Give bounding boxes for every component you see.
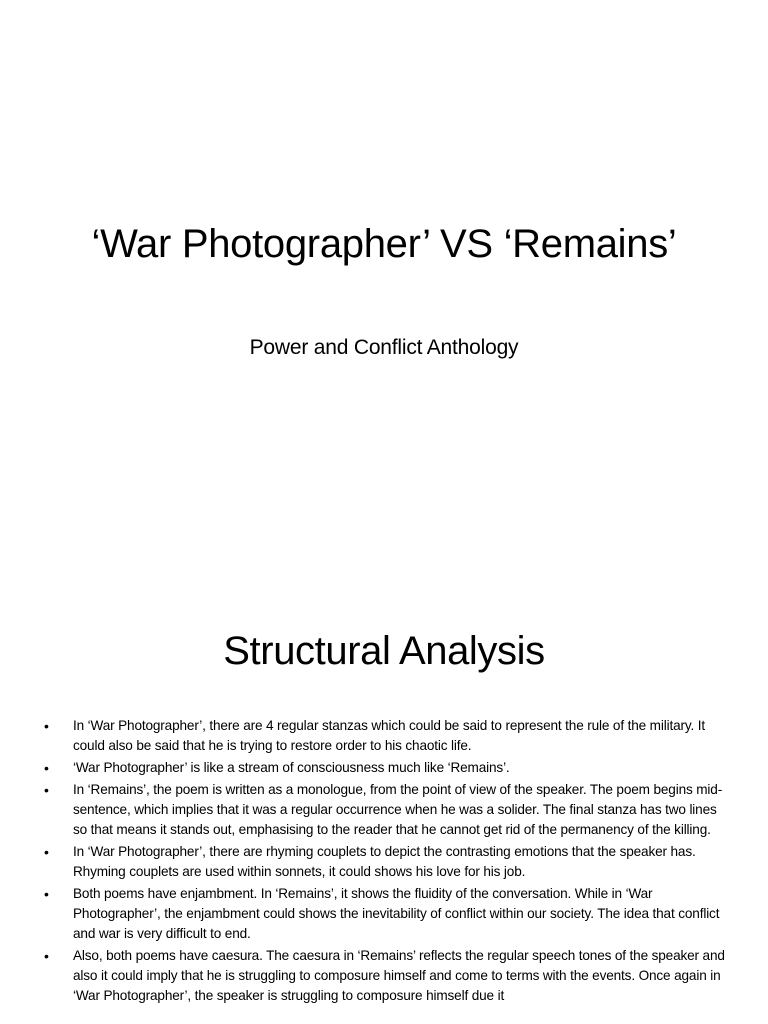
bullet-text: ‘War Photographer’ is like a stream of consciousness much like ‘Remains’. bbox=[73, 760, 510, 775]
slide-title: ‘War Photographer’ VS ‘Remains’ bbox=[91, 222, 677, 266]
bullet-item bbox=[44, 884, 734, 944]
bullet-item bbox=[44, 842, 734, 882]
slide-subtitle: Power and Conflict Anthology bbox=[249, 336, 519, 359]
bullet-icon: • bbox=[44, 760, 49, 776]
bullet-icon: • bbox=[44, 886, 49, 902]
bullet-text: In ‘War Photographer’, there are 4 regular stanzas which could be said to represent the rule of the military. It could also be said that he is trying to restore order to his chaotic life. bbox=[73, 718, 706, 753]
bullet-text: In ‘War Photographer’, there are rhyming couplets to depict the contrasting emotions that the speaker has. Rhyming couplets are used within sonnets, it could shows his love for his job. bbox=[73, 844, 696, 879]
bullet-icon: • bbox=[44, 718, 49, 734]
bullet-item bbox=[44, 946, 734, 1006]
bullet-icon: • bbox=[44, 948, 49, 964]
bullet-icon: • bbox=[44, 782, 49, 798]
bullet-text: In ‘Remains’, the poem is written as a monologue, from the point of view of the speaker. The poem begins mid-sentence, which implies that it was a regular occurrence when he was a solider. The final stanza has two lines so that means it stands out, emphasising to the reader that he cannot get rid of the permanency of the killing. bbox=[73, 782, 723, 837]
bullet-icon: • bbox=[44, 844, 49, 860]
bullet-text: Both poems have enjambment. In ‘Remains’, it shows the fluidity of the conversation. While in ‘War Photographer’, the enjambment could shows the inevitability of conflict within our society. The idea that conflict and war is very difficult to end. bbox=[73, 886, 720, 941]
slide-heading: Structural Analysis bbox=[223, 629, 545, 673]
bullet-list bbox=[44, 716, 734, 1008]
bullet-item bbox=[44, 758, 734, 778]
bullet-item bbox=[44, 716, 734, 756]
structural-analysis-slide bbox=[0, 576, 768, 1024]
bullet-item bbox=[44, 780, 734, 840]
bullet-text: Also, both poems have caesura. The caesura in ‘Remains’ reflects the regular speech tones of the speaker and also it could imply that he is struggling to composure himself and come to terms with the events. Once again in ‘War Photographer’, the speaker is struggling to composure himself due it bbox=[73, 948, 725, 1003]
